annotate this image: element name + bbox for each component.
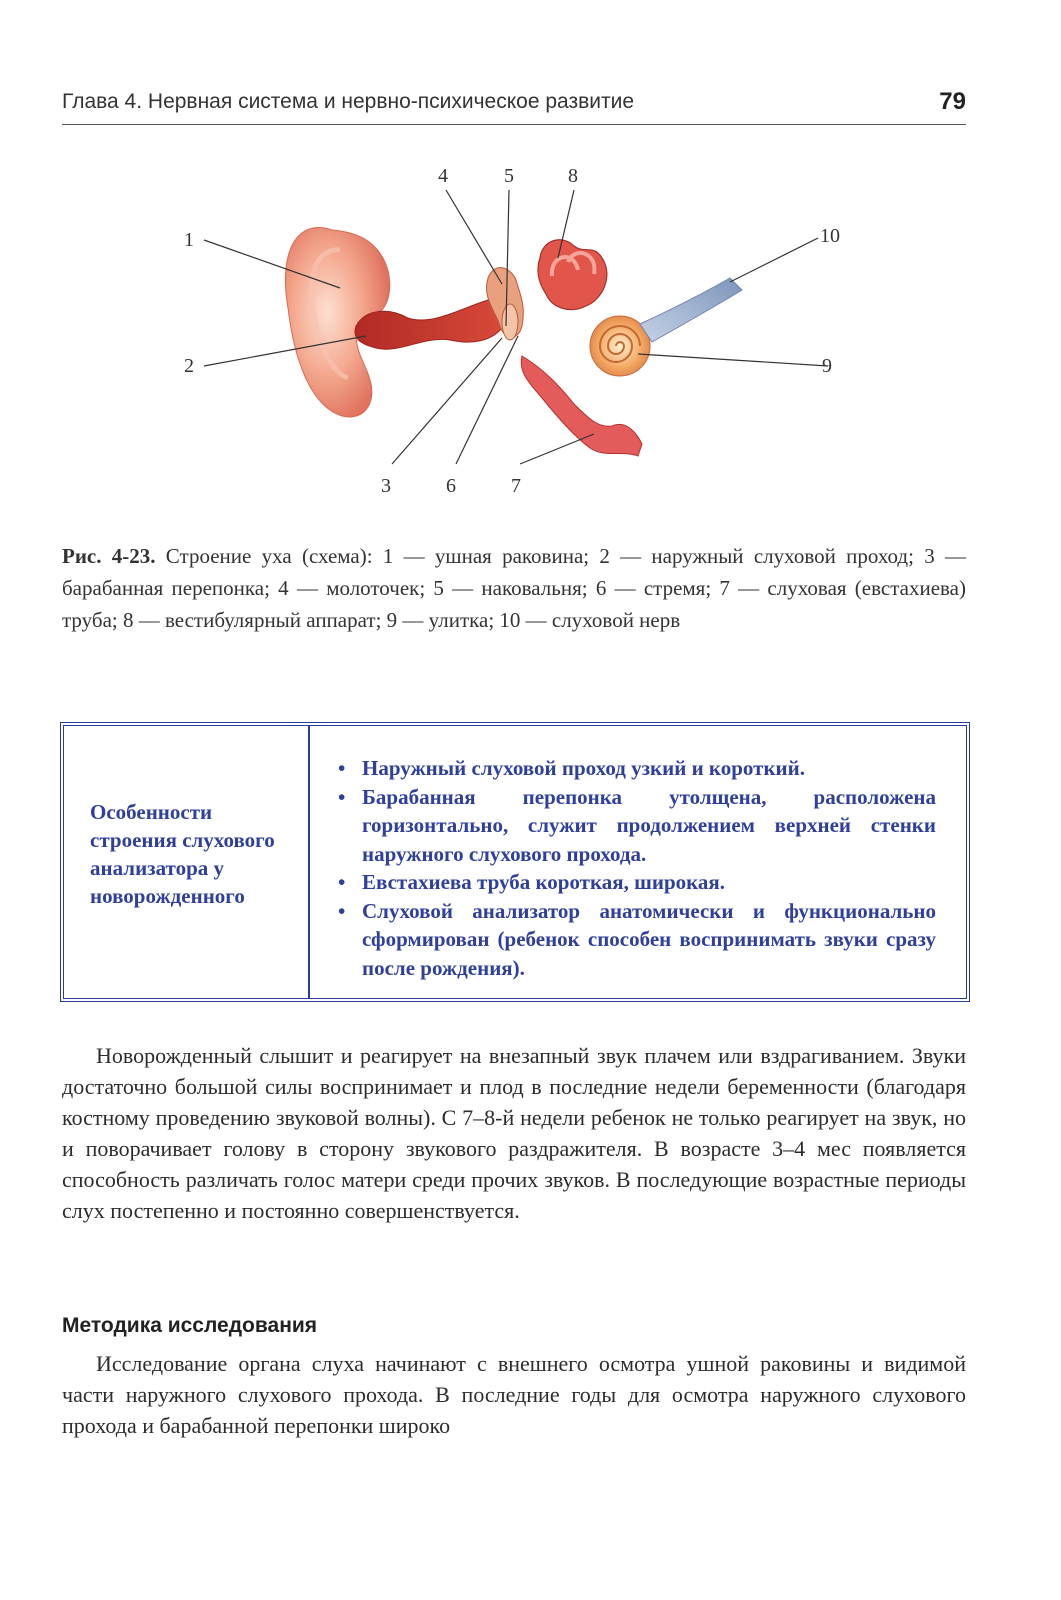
caption-text: Строение уха (схема): 1 — ушная раковина; 2 — наружный слуховой проход; 3 — барабанная перепонка; 4 — молоточек; 5 — наковальня; 6 — стремя; 7 — слуховая (евстахиева) труба; 8 — вестибулярный аппарат; 9 — улитка; 10 — слуховой нерв	[62, 544, 966, 632]
page-header	[62, 88, 966, 125]
figure-label-3: 3	[381, 475, 391, 497]
figure-label-6: 6	[446, 475, 456, 497]
caption-label: Рис. 4-23.	[62, 544, 156, 568]
bullet: •	[338, 898, 346, 923]
feature-item	[338, 783, 936, 869]
chapter-title: Глава 4. Нервная система и нервно-психическое развитие	[62, 90, 634, 113]
body-paragraph-examination: Исследование органа слуха начинают с внешнего осмотра ушной раковины и видимой части наружного слухового прохода. В последние годы для осмотра наружного слухового прохода и барабанной перепонки широко	[62, 1351, 966, 1438]
figure-label-7: 7	[511, 475, 521, 497]
feature-item	[338, 868, 936, 897]
newborn-features-box	[60, 722, 970, 1002]
figure-label-2: 2	[184, 355, 194, 377]
body-paragraph-hearing: Новорожденный слышит и реагирует на внезапный звук плачем или вздрагиванием. Звуки достаточно большой силы воспринимает и плод в последние недели беременности (благодаря костному проведению звуковой волны). С 7–8-й недели ребенок не только реагирует на звук, но и поворачивает голову в сторону звукового раздражителя. В возрасте 3–4 мес появляется способность различать голос матери среди прочих звуков. В последующие возрастные периоды слух постепенно и постоянно совершенствуется.	[62, 1043, 966, 1223]
bullet: •	[338, 756, 346, 780]
feature-item-text: Слуховой анализатор анатомически и функционально сформирован (ребенок способен воспринимать звуки сразу после рождения).	[362, 898, 936, 980]
figure-label-5: 5	[504, 165, 514, 187]
feature-item	[338, 897, 936, 983]
tympanic-membrane-shape	[502, 304, 518, 340]
figure-label-4: 4	[438, 165, 448, 187]
features-title: Особенности строения слухового анализатора у новорожденного	[90, 800, 275, 908]
ear-diagram	[170, 158, 870, 503]
features-list	[338, 754, 936, 982]
feature-item-text: Барабанная перепонка утолщена, расположена горизонтально, служит продолжением верхней стенки наружного слухового прохода.	[362, 784, 936, 866]
figure-label-8: 8	[568, 165, 578, 187]
auditory-nerve-shape	[640, 278, 742, 342]
ear-structure-figure	[170, 158, 870, 503]
feature-item-text: Евстахиева труба короткая, широкая.	[362, 870, 726, 894]
features-title-cell	[64, 726, 310, 998]
figure-label-9: 9	[822, 355, 832, 377]
figure-label-10: 10	[820, 225, 840, 247]
page-number: 79	[939, 88, 966, 115]
feature-item-text: Наружный слуховой проход узкий и короткий.	[362, 756, 806, 780]
feature-item	[338, 754, 936, 783]
bullet: •	[338, 784, 346, 809]
features-list-cell	[310, 726, 966, 998]
figure-label-1: 1	[184, 229, 194, 251]
vestibular-shape	[538, 240, 607, 310]
section-heading: Методика исследования	[62, 1314, 318, 1337]
figure-caption	[62, 540, 966, 636]
bullet: •	[338, 870, 346, 894]
